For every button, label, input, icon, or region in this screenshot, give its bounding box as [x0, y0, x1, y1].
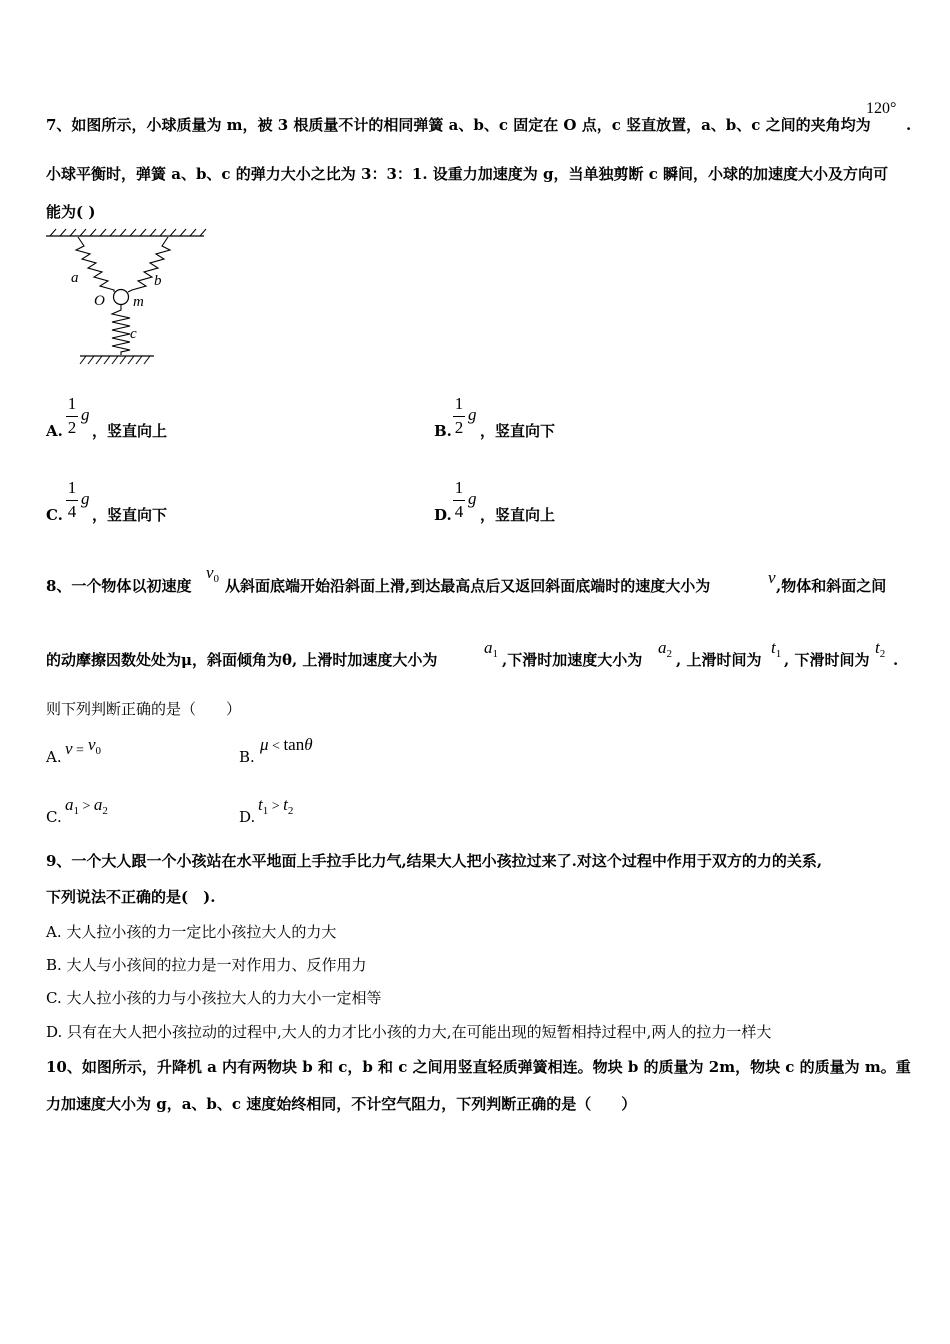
q8-symbol-v0: $v_0$ [206, 563, 220, 585]
option-letter: C. [46, 808, 62, 826]
spring-figure [44, 228, 209, 368]
fraction-denominator: 4 [454, 502, 464, 521]
fraction-denominator: 4 [67, 502, 77, 521]
q8-symbol-t2: $t_2$ [875, 638, 886, 660]
option-letter: A. [46, 748, 62, 766]
q9-option-c[interactable]: C. 大人拉小孩的力与小孩拉大人的力大小一定相等 [46, 989, 382, 1007]
option-letter: B. [239, 748, 255, 766]
label-c: c [130, 326, 137, 342]
q8-text-5: ,下滑时加速度大小为 [502, 651, 643, 669]
fraction-bar [66, 500, 78, 501]
q8-text-2: 从斜面底端开始沿斜面上滑,到达最高点后又返回斜面底端时的速度大小为 [225, 577, 711, 595]
fraction-numerator: 1 [67, 394, 77, 413]
q8-symbol-a2: $a_2$ [658, 638, 672, 660]
q10-line-1: 10、如图所示，升降机 a 内有两物块 b 和 c，b 和 c 之间用竖直轻质弹簧相连。物块 b 的质量为 2m，物块 c 的质量为 m。重 [46, 1058, 911, 1076]
q7-period: . [906, 116, 912, 134]
q8-symbol-t1: $t_1$ [771, 638, 782, 660]
q7-option-d[interactable] [434, 479, 814, 529]
q8-text-1: 8、一个物体以初速度 [46, 577, 192, 595]
q7-angle: 120° [866, 100, 897, 117]
variable-g: g [468, 405, 477, 424]
q8-option-a[interactable] [46, 735, 216, 767]
fraction-bar [66, 416, 78, 417]
fraction-bar [453, 416, 465, 417]
fraction-numerator: 1 [454, 394, 464, 413]
label-m: m [133, 294, 144, 310]
fraction-numerator: 1 [454, 478, 464, 497]
q8-option-d[interactable] [239, 795, 409, 827]
q9-option-a[interactable]: A. 大人拉小孩的力一定比小孩拉大人的力大 [46, 923, 337, 941]
label-O: O [94, 293, 105, 309]
fraction-bar [453, 500, 465, 501]
formula: μ < tanθ [260, 735, 313, 754]
formula: $t_1 > t_2$ [258, 795, 294, 817]
label-b: b [154, 273, 162, 289]
q8-text-8: . [893, 651, 899, 669]
variable-g: g [468, 489, 477, 508]
q8-text-6: , 上滑时间为 [676, 651, 762, 669]
variable-g: g [81, 489, 90, 508]
q8-symbol-a1: $a_1$ [484, 638, 498, 660]
q7-line-2: 小球平衡时，弹簧 a、b、c 的弹力大小之比为 3：3：1. 设重力加速度为 g，当单独剪断 c 瞬间，小球的加速度大小及方向可 [46, 165, 889, 183]
fraction-numerator: 1 [67, 478, 77, 497]
fraction-denominator: 2 [454, 418, 464, 437]
q8-text-3: ,物体和斜面之间 [776, 577, 887, 595]
option-letter: B. [434, 422, 452, 440]
option-text: ，竖直向下 [480, 422, 556, 440]
option-letter: D. [434, 506, 452, 524]
q8-symbol-v: v [768, 568, 776, 587]
q8-text-4: 的动摩擦因数处处为μ，斜面倾角为θ, 上滑时加速度大小为 [46, 651, 438, 669]
option-letter: A. [46, 422, 63, 440]
q10-line-2: 力加速度大小为 g，a、b、c 速度始终相同，不计空气阻力，下列判断正确的是（ ） [46, 1095, 637, 1113]
variable-g: g [81, 405, 90, 424]
q9-option-b[interactable]: B. 大人与小孩间的拉力是一对作用力、反作用力 [46, 956, 367, 974]
formula-rhs: $v_0$ [88, 735, 102, 757]
q8-option-b[interactable] [239, 735, 409, 767]
q7-line-1: 7、如图所示，小球质量为 m，被 3 根质量不计的相同弹簧 a、b、c 固定在 O 点，c 竖直放置，a、b、c 之间的夹角均为 [46, 116, 871, 134]
q7-line-3: 能为( ) [46, 203, 96, 221]
q8-prompt: 则下列判断正确的是（ ） [46, 700, 242, 718]
q7-option-a[interactable] [46, 395, 426, 445]
q9-line-1: 9、一个大人跟一个小孩站在水平地面上手拉手比力气,结果大人把小孩拉过来了.对这个过程中作用于双方的力的关系, [46, 852, 823, 870]
formula: v = [65, 739, 84, 758]
formula: $a_1 > a_2$ [65, 795, 108, 817]
label-a: a [71, 270, 79, 286]
q7-option-c[interactable] [46, 479, 426, 529]
option-text: ，竖直向上 [92, 422, 168, 440]
option-text: ，竖直向下 [92, 506, 168, 524]
q8-option-c[interactable] [46, 795, 216, 827]
fraction-denominator: 2 [67, 418, 77, 437]
option-letter: C. [46, 506, 63, 524]
q7-option-b[interactable] [434, 395, 814, 445]
q9-option-d[interactable]: D. 只有在大人把小孩拉动的过程中,大人的力才比小孩的力大,在可能出现的短暂相持过程中,两人的拉力一样大 [46, 1023, 772, 1041]
option-letter: D. [239, 808, 256, 826]
q9-line-2: 下列说法不正确的是( ). [46, 888, 216, 906]
q8-text-7: , 下滑时间为 [784, 651, 870, 669]
option-text: ，竖直向上 [480, 506, 556, 524]
